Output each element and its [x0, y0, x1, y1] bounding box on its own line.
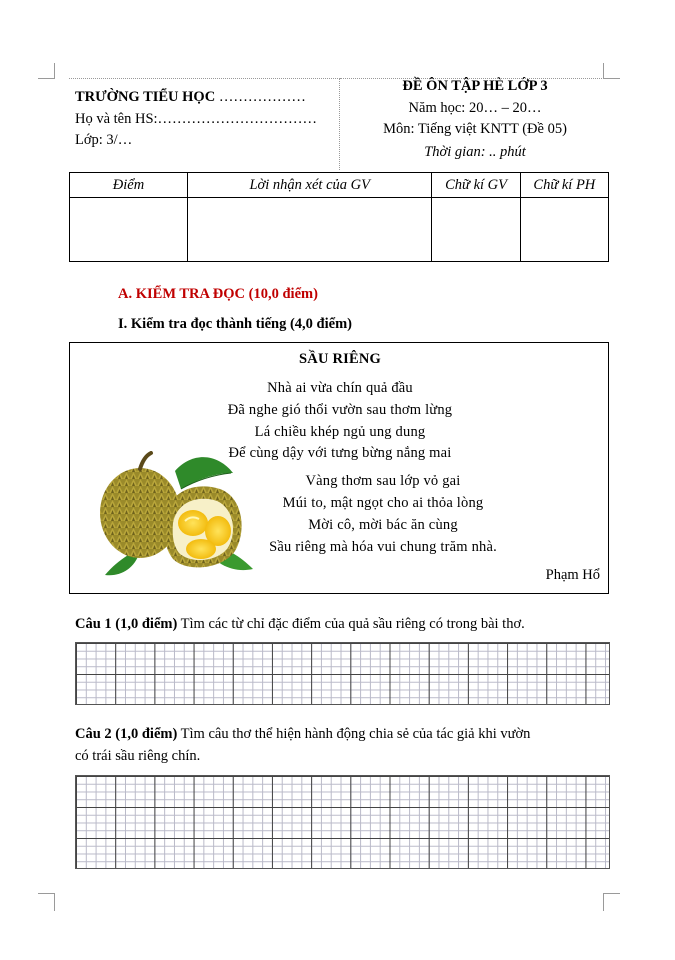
crop-mark: [603, 893, 620, 894]
poem-box: [69, 342, 609, 594]
poem-line: Đã nghe gió thổi vườn sau thơm lừng: [227, 402, 453, 418]
section-i-heading: I. Kiểm tra đọc thành tiếng (4,0 điểm): [118, 316, 352, 332]
teacher-comment-cell[interactable]: [187, 198, 431, 262]
answer-grid-1[interactable]: [75, 642, 610, 705]
question-2: [75, 726, 530, 743]
question-1-text: Tìm các từ chỉ đặc điểm của quả sầu riêng có trong bài thơ.: [177, 616, 525, 632]
score-cell[interactable]: [70, 198, 188, 262]
poem-line: Mời cô, mời bác ăn cùng: [308, 517, 458, 533]
grade-table: [69, 172, 609, 262]
poem-line: Nhà ai vừa chín quả đầu: [267, 380, 413, 396]
poem-line: Lá chiều khép ngủ ung dung: [254, 424, 426, 440]
teacher-signature-cell[interactable]: [432, 198, 520, 262]
question-2-text: Tìm câu thơ thể hiện hành động chia sẻ của tác giả khi vườn: [177, 726, 531, 742]
school-label: TRƯỜNG TIỂU HỌC: [75, 89, 216, 105]
col-parent-signature: Chữ kí PH: [520, 173, 608, 198]
poem-line: Sầu riêng mà hóa vui chung trăm nhà.: [269, 539, 497, 555]
class-line: Lớp: 3/…: [75, 132, 133, 148]
school-year: Năm học: 20… – 20…: [408, 100, 542, 116]
question-1-label: Câu 1 (1,0 điểm): [75, 616, 178, 632]
question-2-continued: có trái sầu riêng chín.: [75, 748, 201, 764]
crop-mark: [38, 893, 55, 894]
exam-time: Thời gian: .. phút: [424, 144, 526, 160]
crop-mark: [603, 63, 604, 79]
exam-title: ĐỀ ÔN TẬP HÈ LỚP 3: [402, 78, 548, 94]
section-a-heading: A. KIỂM TRA ĐỌC (10,0 điểm): [118, 286, 318, 302]
crop-mark: [603, 893, 604, 911]
school-name: [75, 89, 306, 106]
crop-mark: [38, 78, 55, 79]
student-name-line: Họ và tên HS:……………………………: [75, 111, 318, 127]
col-teacher-comment: Lời nhận xét của GV: [187, 173, 431, 198]
poem-author: Phạm Hổ: [545, 567, 600, 583]
crop-mark: [54, 63, 55, 79]
durian-illustration: [95, 451, 255, 581]
school-dots: ………………: [218, 89, 306, 105]
poem-line: Để cùng dậy với tưng bừng nắng mai: [228, 445, 452, 461]
poem-line: Múi to, mật ngọt cho ai thỏa lòng: [282, 495, 484, 511]
answer-grid-2[interactable]: [75, 775, 610, 869]
subject: Môn: Tiếng việt KNTT (Đề 05): [383, 121, 567, 137]
col-teacher-signature: Chữ kí GV: [432, 173, 520, 198]
question-2-label: Câu 2 (1,0 điểm): [75, 726, 178, 742]
col-score: Điểm: [70, 173, 188, 198]
poem-title: SẦU RIÊNG: [299, 351, 381, 367]
question-1: [75, 616, 525, 633]
parent-signature-cell[interactable]: [520, 198, 608, 262]
poem-line: Vàng thơm sau lớp vỏ gai: [305, 473, 461, 489]
crop-mark: [54, 893, 55, 911]
